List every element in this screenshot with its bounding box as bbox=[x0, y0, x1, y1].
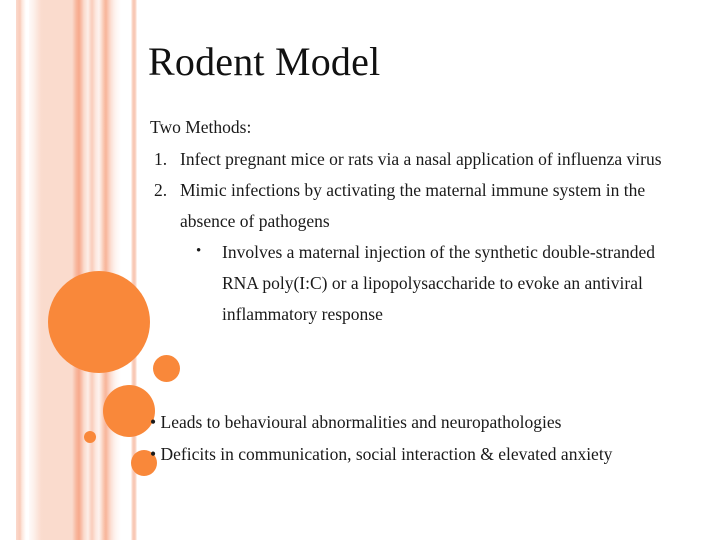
list-item: • Leads to behavioural abnormalities and neuropathologies bbox=[150, 412, 562, 432]
list-item bbox=[150, 237, 695, 330]
slide-title: Rodent Model bbox=[148, 39, 381, 84]
bullet-marker: • bbox=[196, 243, 202, 259]
list-marker: 1. bbox=[154, 149, 168, 169]
closing-bullets bbox=[150, 406, 710, 470]
list-item-text: Mimic infections by activating the maternal immune system in the absence of pathogens bbox=[180, 180, 646, 231]
list-item-text: Infect pregnant mice or rats via a nasal application of influenza virus bbox=[180, 149, 662, 169]
list-item bbox=[150, 175, 695, 237]
circle-large bbox=[48, 271, 150, 373]
list-item bbox=[150, 144, 695, 175]
list-item: • Deficits in communication, social interaction & elevated anxiety bbox=[150, 444, 613, 464]
slide-body bbox=[150, 112, 695, 330]
circle-tiny bbox=[84, 431, 96, 443]
circle-medium bbox=[103, 385, 155, 437]
numbered-list bbox=[150, 144, 695, 237]
circle-small bbox=[153, 355, 180, 382]
list-marker: 2. bbox=[154, 180, 168, 200]
lead-line: Two Methods: bbox=[150, 117, 252, 137]
left-stripe-decoration bbox=[0, 0, 140, 540]
list-item-text: Involves a maternal injection of the synthetic double-stranded RNA poly(I:C) or a lipopolysaccharide to evoke an antiviral inflammatory response bbox=[222, 242, 655, 324]
sub-bullet-list bbox=[150, 237, 695, 330]
